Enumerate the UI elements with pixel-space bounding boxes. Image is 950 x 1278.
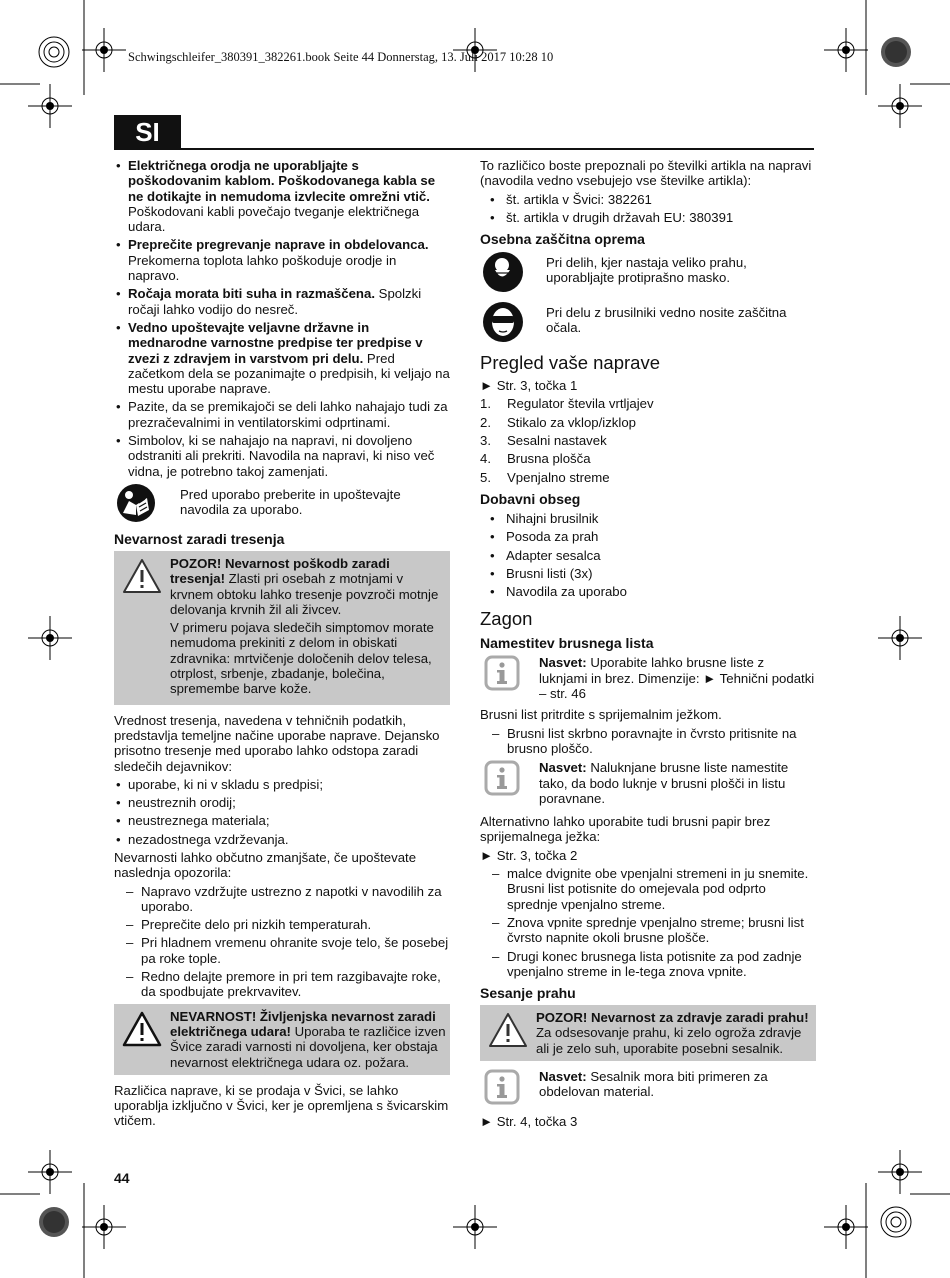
warning-icon: [122, 558, 162, 594]
list-item: • Navodila za uporabo: [480, 584, 816, 599]
list-item: – Drugi konec brusnega lista potisnite za pod zadnje vpenjalno streme in le-tega znova vpnite.: [480, 949, 816, 980]
swiss-text: Različica naprave, ki se prodaja v Švici, se lahko uporablja izključno v Švici, ker je opremljena s švicarskim vtičem.: [114, 1082, 449, 1129]
alt-text: Alternativno lahko uporabite tudi brusni papir brez sprijemalnega ježka:: [480, 814, 771, 845]
parts-list: [480, 396, 816, 484]
safety-list: [114, 158, 450, 479]
list-item: – Pri hladnem vremenu ohranite svoje telo, še posebej pa roke tople.: [114, 935, 450, 966]
list-item: • neustreznih orodij;: [114, 795, 450, 810]
list-item: – Brusni list skrbno poravnajte in čvrsto pritisnite na brusno ploščo.: [480, 726, 816, 757]
ppe-glasses: [480, 301, 816, 343]
overview-heading: Pregled vaše naprave: [480, 352, 660, 374]
vibration-text: Vrednost tresenja, navedena v tehničnih podatkih, predstavlja temeljne načine uporabe naprave. Dejansko prisotno tresenje med uporabo lahko odstopa zaradi sledečih dejavnikov:: [114, 712, 440, 774]
reduce-list: [114, 884, 450, 1000]
list-item: • nezadostnega vzdrževanja.: [114, 832, 450, 847]
list-item: 1. Regulator števila vrtljajev: [480, 396, 654, 412]
list-item: • Brusni listi (3x): [480, 566, 816, 581]
article-list: [480, 192, 816, 226]
left-column: [114, 158, 450, 1132]
list-item: • št. artikla v Švici: 382261: [480, 192, 816, 207]
note-box: Nasvet: Naluknjane brusne liste namestite tako, da bodo luknje v brusni plošči in listu poravnane.: [480, 760, 816, 806]
page-number: 44: [114, 1170, 130, 1186]
note-box: Nasvet: Uporabite lahko brusne liste z luknjami in brez. Dimenzije: ► Tehnični podatki – str. 46: [480, 655, 816, 701]
list-item: • št. artikla v drugih državah EU: 380391: [480, 210, 816, 225]
scope-list: [480, 511, 816, 599]
dust-ref: ► Str. 4, točka 3: [480, 1114, 578, 1130]
ppe-heading: Osebna zaščitna oprema: [480, 231, 645, 248]
manual-note: [114, 483, 450, 523]
danger-warning: NEVARNOST! Življenjska nevarnost zaradi električnega udara! Uporaba te različice izven Švice zaradi varnosti ni dovoljena, ker obstaja nevarnost električnega udara oz. požara.: [114, 1004, 450, 1075]
list-item: – Znova vpnite sprednje vpenjalno streme; brusni list čvrsto napnite okoli brusne plošče.: [480, 915, 816, 946]
attach-text: Brusni list pritrdite s sprijemalnim ježkom.: [480, 707, 722, 723]
ppe-mask: [480, 251, 816, 293]
list-item: 2. Stikalo za vklop/izklop: [480, 414, 637, 430]
dust-warning: POZOR! Nevarnost za zdravje zaradi prahu! Za odsesovanje prahu, ki zelo ogroža zdravje ali je zelo suh, uporabite posebni sesalnik.: [480, 1005, 816, 1061]
info-icon: [484, 655, 520, 691]
list-item: • Ročaja morata biti suha in razmaščena. Spolzki ročaji lahko vodijo do nesreč.: [114, 286, 450, 317]
read-manual-icon: [116, 483, 156, 523]
list-item: • neustreznega materiala;: [114, 813, 450, 828]
list-item: • Preprečite pregrevanje naprave in obdelovanca. Prekomerna toplota lahko poškoduje orodje in napravo.: [114, 237, 450, 283]
language-tab: SI: [114, 115, 181, 150]
dust-heading: Sesanje prahu: [480, 985, 576, 1002]
list-item: – malce dvignite obe vpenjalni stremeni in ju snemite. Brusni list potisnite do omejevala pod odprto sprednje vpenjalno streme.: [480, 866, 816, 912]
vibration-warning: POZOR! Nevarnost poškodb zaradi tresenja! Zlasti pri osebah z motnjami v krvnem obtoku lahko tresenje povzroči motnje delovanja krvnih žil ali živcev. V primeru pojava sledečih simptomov morate nemudoma prekiniti z delom in obiskati zdravnika: mrtvičenje določenih delov telesa, otrplost, srbenje, zbadanje, bolečina, spremembe barve kože.: [114, 551, 450, 705]
alt-list: [480, 866, 816, 979]
list-item: • uporabe, ki ni v skladu s predpisi;: [114, 777, 450, 792]
factor-list: [114, 777, 450, 847]
info-icon: [484, 1069, 520, 1105]
variant-text: To različico boste prepoznali po številki artikla na napravi (navodila vedno vsebujejo vse številke artikla):: [480, 158, 812, 189]
ppe-glasses-text: Pri delu z brusilniki vedno nosite zaščitna očala.: [546, 305, 787, 336]
note-box: Nasvet: Sesalnik mora biti primeren za obdelovan material.: [480, 1069, 816, 1108]
header-rule: [114, 148, 814, 150]
list-item: • Električnega orodja ne uporabljajte s poškodovanim kablom. Poškodovanega kabla se ne dotikajte in nemudoma izvlecite omrežni vtič. Poškodovani kabli povečajo tveganje električnega udara.: [114, 158, 450, 234]
alt-ref: ► Str. 3, točka 2: [480, 847, 578, 863]
ppe-mask-text: Pri delih, kjer nastaja veliko prahu, uporabljajte protiprašno masko.: [546, 255, 747, 286]
safety-glasses-icon: [482, 301, 524, 343]
vibration-heading: Nevarnost zaradi tresenja: [114, 530, 285, 547]
scope-heading: Dobavni obseg: [480, 490, 581, 507]
list-item: • Posoda za prah: [480, 529, 816, 544]
list-item: – Napravo vzdržujte ustrezno z napotki v navodilih za uporabo.: [114, 884, 450, 915]
list-item: • Vedno upoštevajte veljavne državne in mednarodne varnostne predpise ter predpise v zvezi z zdravjem in varstvom pri delu. Pred začetkom dela se pozanimajte o predpisih, ki veljajo na mestu uporabe naprave.: [114, 320, 450, 396]
mount-heading: Namestitev brusnega lista: [480, 635, 654, 652]
list-item: 4. Brusna plošča: [480, 451, 591, 467]
list-item: • Nihajni brusilnik: [480, 511, 816, 526]
start-heading: Zagon: [480, 608, 533, 630]
list-item: • Adapter sesalca: [480, 548, 816, 563]
right-column: [480, 158, 816, 1133]
attach-list: [480, 726, 816, 757]
print-header: Schwingschleifer_380391_382261.book Seite 44 Donnerstag, 13. Juli 2017 10:28 10: [128, 50, 554, 64]
list-item: • Simbolov, ki se nahajajo na napravi, ni dovoljeno odstraniti ali prekriti. Navodila na napravi, ki niso več vidna, je potrebno takoj zamenjati.: [114, 433, 450, 479]
manual-note-text: Pred uporabo preberite in upoštevajte navodila za uporabo.: [180, 486, 401, 518]
dust-mask-icon: [482, 251, 524, 293]
info-icon: [484, 760, 520, 796]
list-item: – Preprečite delo pri nizkih temperaturah.: [114, 917, 450, 932]
reduce-text: Nevarnosti lahko občutno zmanjšate, če upoštevate naslednja opozorila:: [114, 849, 417, 881]
list-item: 5. Vpenjalno streme: [480, 469, 610, 485]
list-item: • Pazite, da se premikajoči se deli lahko nahajajo tudi za prezračevalnimi in ventilatorskimi odprtinami.: [114, 399, 450, 430]
danger-icon: [122, 1011, 162, 1047]
overview-ref: ► Str. 3, točka 1: [480, 378, 578, 394]
warning-icon: [488, 1012, 528, 1048]
list-item: 3. Sesalni nastavek: [480, 433, 607, 449]
list-item: – Redno delajte premore in pri tem razgibavajte roke, da spodbujate prekrvavitev.: [114, 969, 450, 1000]
